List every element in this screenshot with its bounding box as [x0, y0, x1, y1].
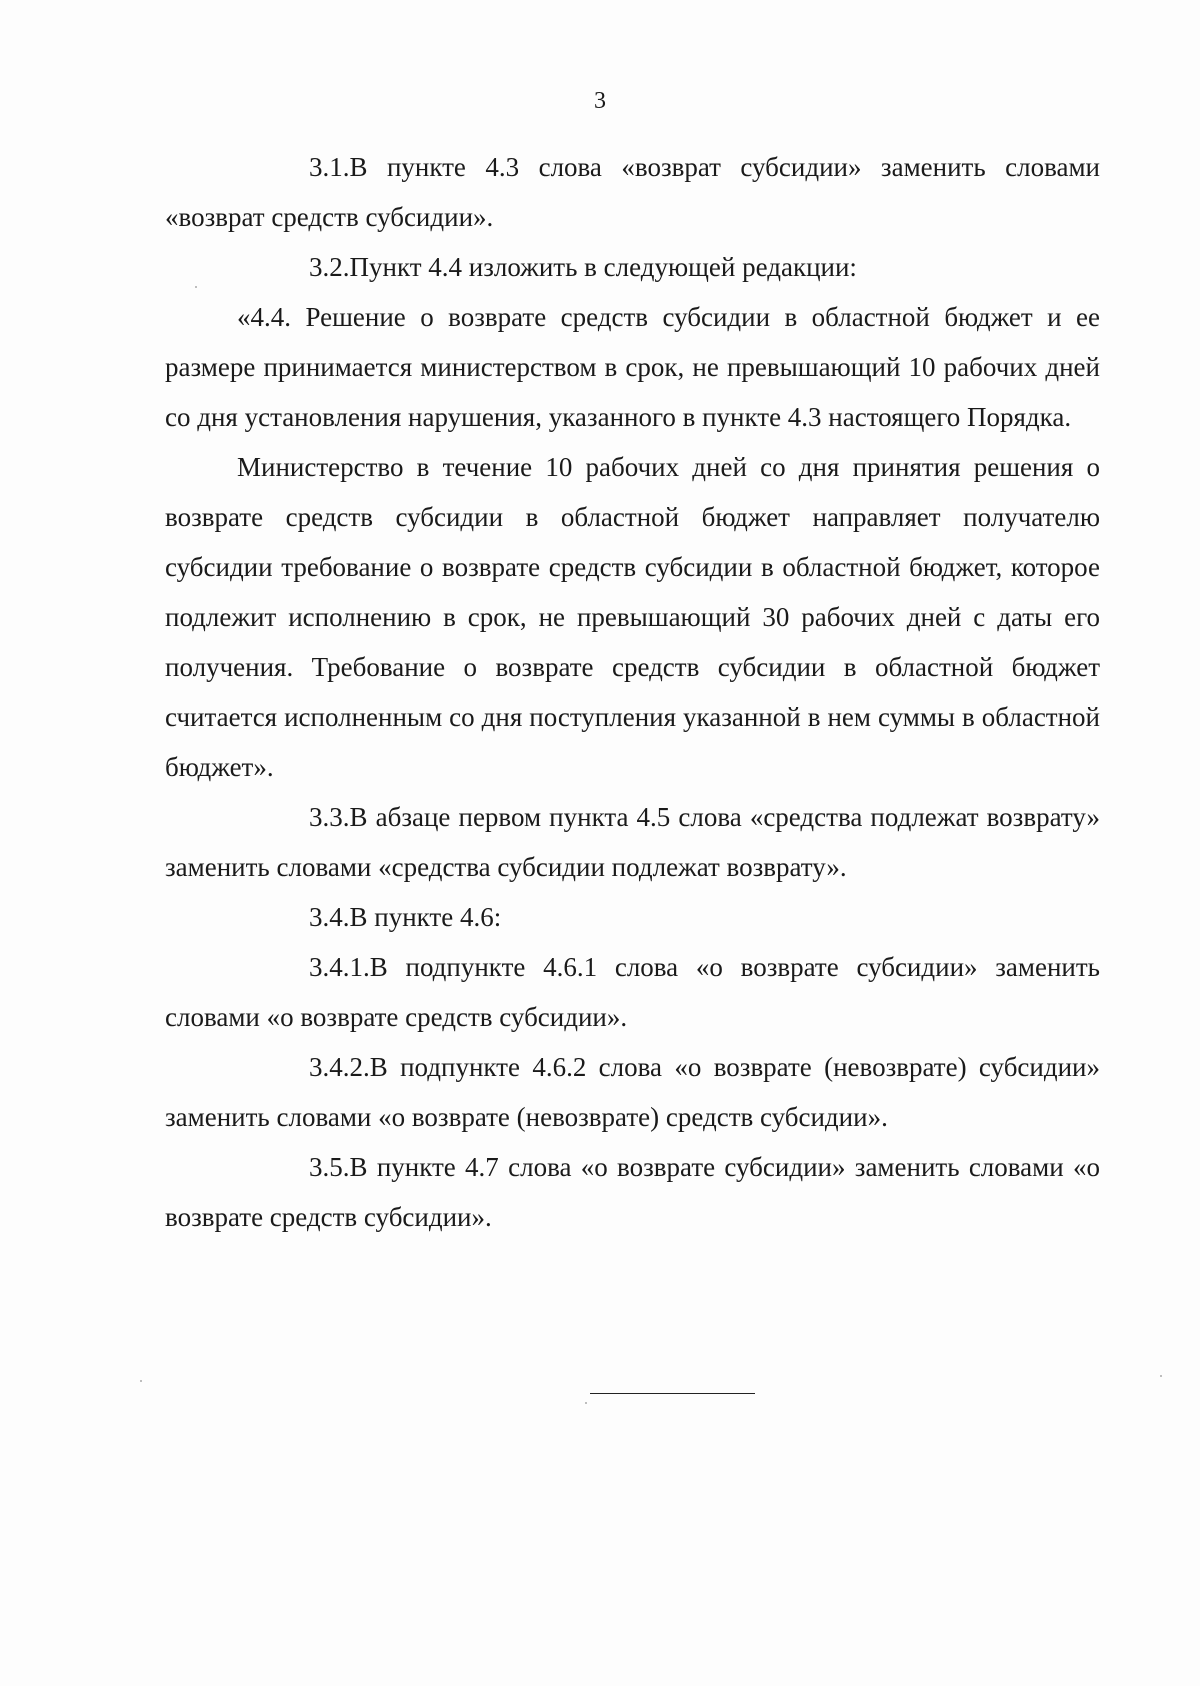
paragraph-number: 3.4.: [309, 902, 350, 932]
paragraph-number: 3.3.: [309, 802, 350, 832]
paragraph-number: 3.4.2.: [309, 1052, 370, 1082]
paragraph-4-4-quote: [165, 292, 1100, 442]
scan-speck: [140, 1380, 142, 1382]
paragraph-3-1: [165, 142, 1100, 242]
paragraph-text: В абзаце первом пункта 4.5 слова «средства подлежат возврату» заменить словами «средства субсидии подлежат возврату».: [165, 802, 1100, 882]
paragraph-text: В пункте 4.7 слова «о возврате субсидии» заменить словами «о возврате средств субсидии».: [165, 1152, 1100, 1232]
paragraph-text: Министерство в течение 10 рабочих дней со дня принятия решения о возврате средств субсидии в областной бюджет направляет получателю субсидии требование о возврате средств субсидии в областной бюджет, которое подлежит исполнению в срок, не превышающий 30 рабочих дней с даты его получения. Требование о возврате средств субсидии в областной бюджет считается исполненным со дня поступления указанной в нем суммы в областной бюджет».: [165, 452, 1100, 782]
paragraph-text: В пункте 4.3 слова «возврат субсидии» заменить словами «возврат средств субсидии».: [165, 152, 1100, 232]
paragraph-text: Пункт 4.4 изложить в следующей редакции:: [349, 252, 857, 282]
paragraph-number: 3.2.: [309, 252, 350, 282]
document-body: [165, 142, 1100, 1242]
scan-speck: [1160, 1375, 1162, 1377]
paragraph-3-4-2: [165, 1042, 1100, 1142]
paragraph-3-5: [165, 1142, 1100, 1242]
paragraph-number: 3.1.: [309, 152, 350, 182]
page-number: 3: [594, 88, 606, 114]
end-of-text-rule: [590, 1393, 755, 1394]
paragraph-text: В подпункте 4.6.1 слова «о возврате субсидии» заменить словами «о возврате средств субсидии».: [165, 952, 1100, 1032]
paragraph-3-3: [165, 792, 1100, 892]
paragraph-3-2: [165, 242, 1100, 292]
paragraph-3-4: [165, 892, 1100, 942]
paragraph-text: В пункте 4.6:: [349, 902, 502, 932]
scan-speck: [195, 286, 197, 288]
scan-speck: [585, 1402, 587, 1404]
paragraph-3-4-1: [165, 942, 1100, 1042]
paragraph-number: 3.4.1.: [309, 952, 370, 982]
paragraph-ministry: [165, 442, 1100, 792]
paragraph-text: «4.4. Решение о возврате средств субсидии в областной бюджет и ее размере принимается министерством в срок, не превышающий 10 рабочих дней со дня установления нарушения, указанного в пункте 4.3 настоящего Порядка.: [165, 302, 1100, 432]
paragraph-text: В подпункте 4.6.2 слова «о возврате (невозврате) субсидии» заменить словами «о возврате (невозврате) средств субсидии».: [165, 1052, 1100, 1132]
paragraph-number: 3.5.: [309, 1152, 350, 1182]
